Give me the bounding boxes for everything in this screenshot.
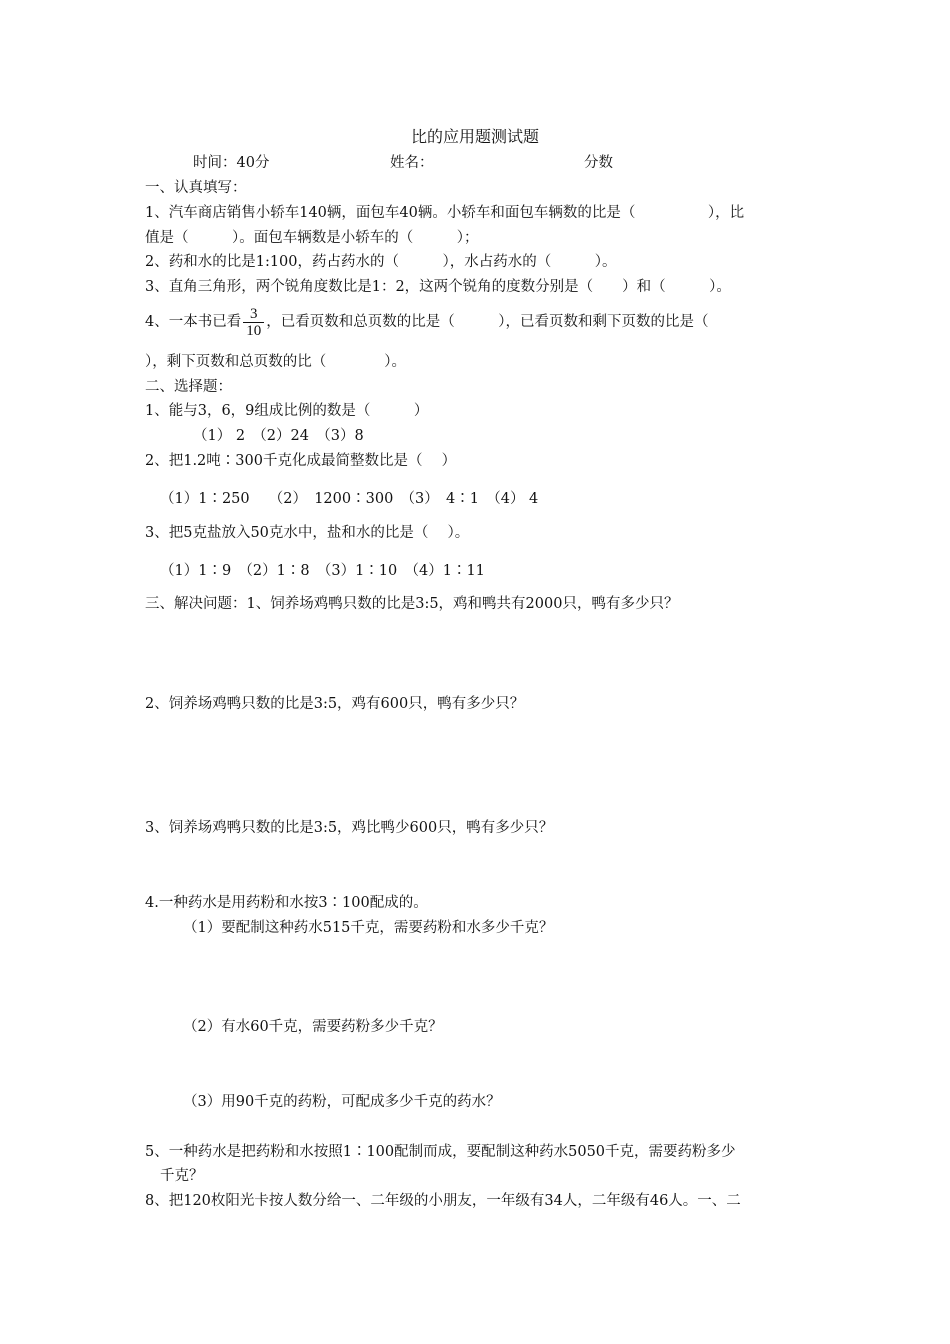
question-1-4-line-1 — [145, 304, 708, 340]
section-1-heading: 一、认真填写： — [145, 180, 247, 196]
question-1-2: 2、药和水的比是1:100，药占药水的（ ），水占药水的（ ）。 — [145, 254, 617, 270]
question-3-4-part-1: （1）要配制这种药水515千克，需要药粉和水多少千克？ — [183, 920, 554, 936]
score-label: 分数 — [584, 155, 613, 171]
question-2-1: 1、能与3，6，9组成比例的数是（ ） — [145, 403, 429, 419]
question-3-8: 8、把120枚阳光卡按人数分给一、二年级的小朋友，一年级有34人，二年级有46人。一、二 — [145, 1193, 741, 1209]
question-3-4-part-2: （2）有水60千克，需要药粉多少千克？ — [183, 1019, 443, 1035]
question-2-2-options: （1）1∶250 （2） 1200∶300 （3） 4∶1 （4） 4 — [160, 491, 539, 507]
question-1-3: 3、直角三角形，两个锐角度数比是1：2，这两个锐角的度数分别是（ ）和（ ）。 — [145, 279, 731, 295]
question-1-1-line-1: 1、汽车商店销售小轿车140辆，面包车40辆。小轿车和面包车辆数的比是（ ），比 — [145, 205, 745, 221]
fraction-numerator: 3 — [249, 305, 258, 322]
question-3-3: 3、饲养场鸡鸭只数的比是3:5，鸡比鸭少600只，鸭有多少只？ — [145, 820, 554, 836]
question-2-1-options: （1） 2 （2）24 （3）8 — [193, 428, 364, 444]
question-1-1-line-2: 值是（ ）。面包车辆数是小轿车的（ ）； — [145, 230, 479, 246]
question-1-4-line-2: ），剩下页数和总页数的比（ ）。 — [145, 354, 406, 370]
question-3-2: 2、饲养场鸡鸭只数的比是3:5，鸡有600只，鸭有多少只？ — [145, 696, 525, 712]
question-2-3-options: （1）1∶9 （2）1∶8 （3）1∶10 （4）1∶11 — [160, 563, 485, 579]
name-label: 姓名： — [390, 155, 434, 171]
question-3-1: 三、解决问题：1、饲养场鸡鸭只数的比是3:5，鸡和鸭共有2000只，鸭有多少只？ — [145, 596, 679, 612]
question-3-5-line-1: 5、一种药水是把药粉和水按照1∶100配制而成，要配制这种药水5050千克，需要药粉多少 — [145, 1144, 736, 1160]
question-3-5-line-2: 千克？ — [160, 1168, 204, 1184]
question-2-3: 3、把5克盐放入50克水中，盐和水的比是（ ）。 — [145, 525, 470, 541]
question-3-4-part-3: （3）用90千克的药粉，可配成多少千克的药水？ — [183, 1094, 501, 1110]
fraction — [243, 306, 264, 339]
question-1-4-suffix: ，已看页数和总页数的比是（ ），已看页数和剩下页数的比是（ — [266, 314, 709, 330]
question-1-4-prefix: 4、一本书已看 — [145, 314, 242, 330]
question-3-4: 4.一种药水是用药粉和水按3∶100配成的。 — [145, 895, 428, 911]
section-2-heading: 二、选择题： — [145, 379, 232, 395]
question-2-2: 2、把1.2吨∶300千克化成最简整数比是（ ） — [145, 453, 457, 469]
page-title: 比的应用题测试题 — [410, 127, 539, 146]
fraction-denominator: 10 — [246, 322, 262, 339]
time-label: 时间：40分 — [193, 155, 270, 171]
